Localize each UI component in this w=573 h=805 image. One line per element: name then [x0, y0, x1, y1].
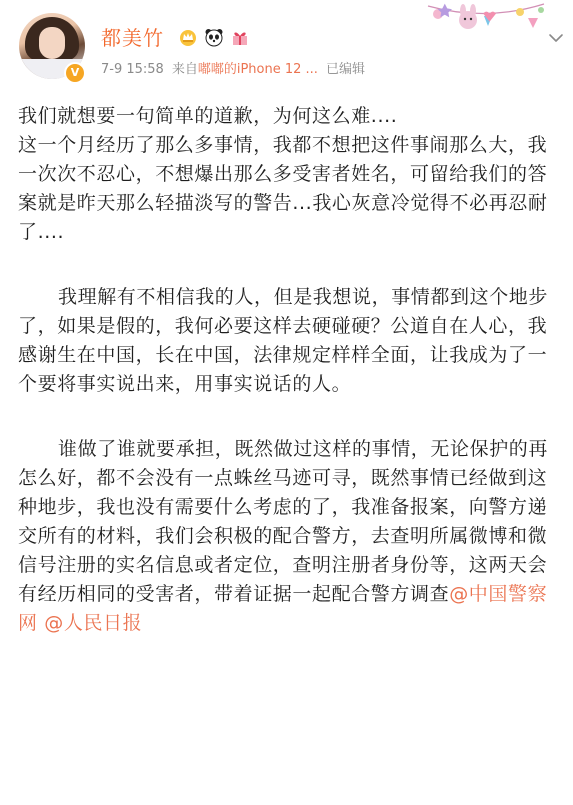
mention-link[interactable]: @中国警察网 — [18, 583, 548, 634]
post-paragraph-with-mentions — [18, 435, 561, 638]
source-prefix: 来自 — [171, 62, 198, 77]
bunny-garland-icon — [424, 0, 548, 40]
post-paragraph-text: 谁做了谁就要承担，既然做过这样的事情，无论保护的再怎么好，都不会没有一点蛛丝马迹可寻，既然事情已经做到这种地步，我也没有需要什么考虑的了，我准备报案，向警方递交所有的材料，我们会积极的配合警方，去查明所属微博和微信号注册的实名信息或者定位，查明注册者身份等，这两天会有经历相同的受害者，带着证据一起配合警方调查 — [18, 438, 549, 605]
edited-label[interactable]: 已编辑 — [325, 62, 365, 77]
post-paragraph: 我理解有不相信我的人，但是我想说，事情都到这个地步了，如果是假的，我何必要这样去硬碰硬？公道自在人心，我感谢生在中国，长在中国，法律规定样样全面，让我成为了一个要将事实说出来，用事实说话的人。 — [18, 286, 549, 395]
gift-bow-icon[interactable] — [230, 27, 250, 47]
verified-badge-icon: V — [64, 62, 86, 84]
mention-link[interactable]: @人民日报 — [44, 612, 143, 634]
avatar-face — [39, 27, 65, 59]
user-badges — [178, 26, 250, 48]
post-header — [0, 0, 573, 96]
post-paragraph: 我们就想要一句简单的道歉，为何这么难.... 这一个月经历了那么多事情，我都不想把这件事闹那么大，我一次次不忍心，不想爆出那么多受害者姓名，可留给我们的答案就是昨天那么轻描淡写的警告...我心灰意冷觉得不必再忍耐了.... — [18, 105, 548, 243]
source-device-link[interactable]: 嘟嘟的iPhone 12 ... — [197, 62, 318, 77]
username[interactable]: 都美竹 — [101, 26, 164, 50]
post-meta — [101, 58, 365, 77]
panda-icon[interactable] — [204, 27, 224, 47]
paragraph-spacer — [18, 399, 561, 435]
chevron-down-icon[interactable] — [548, 30, 564, 46]
post-time: 7-9 15:58 — [101, 62, 164, 77]
paragraph-spacer — [18, 247, 561, 283]
post-body — [18, 102, 561, 638]
crown-icon[interactable] — [178, 27, 198, 47]
